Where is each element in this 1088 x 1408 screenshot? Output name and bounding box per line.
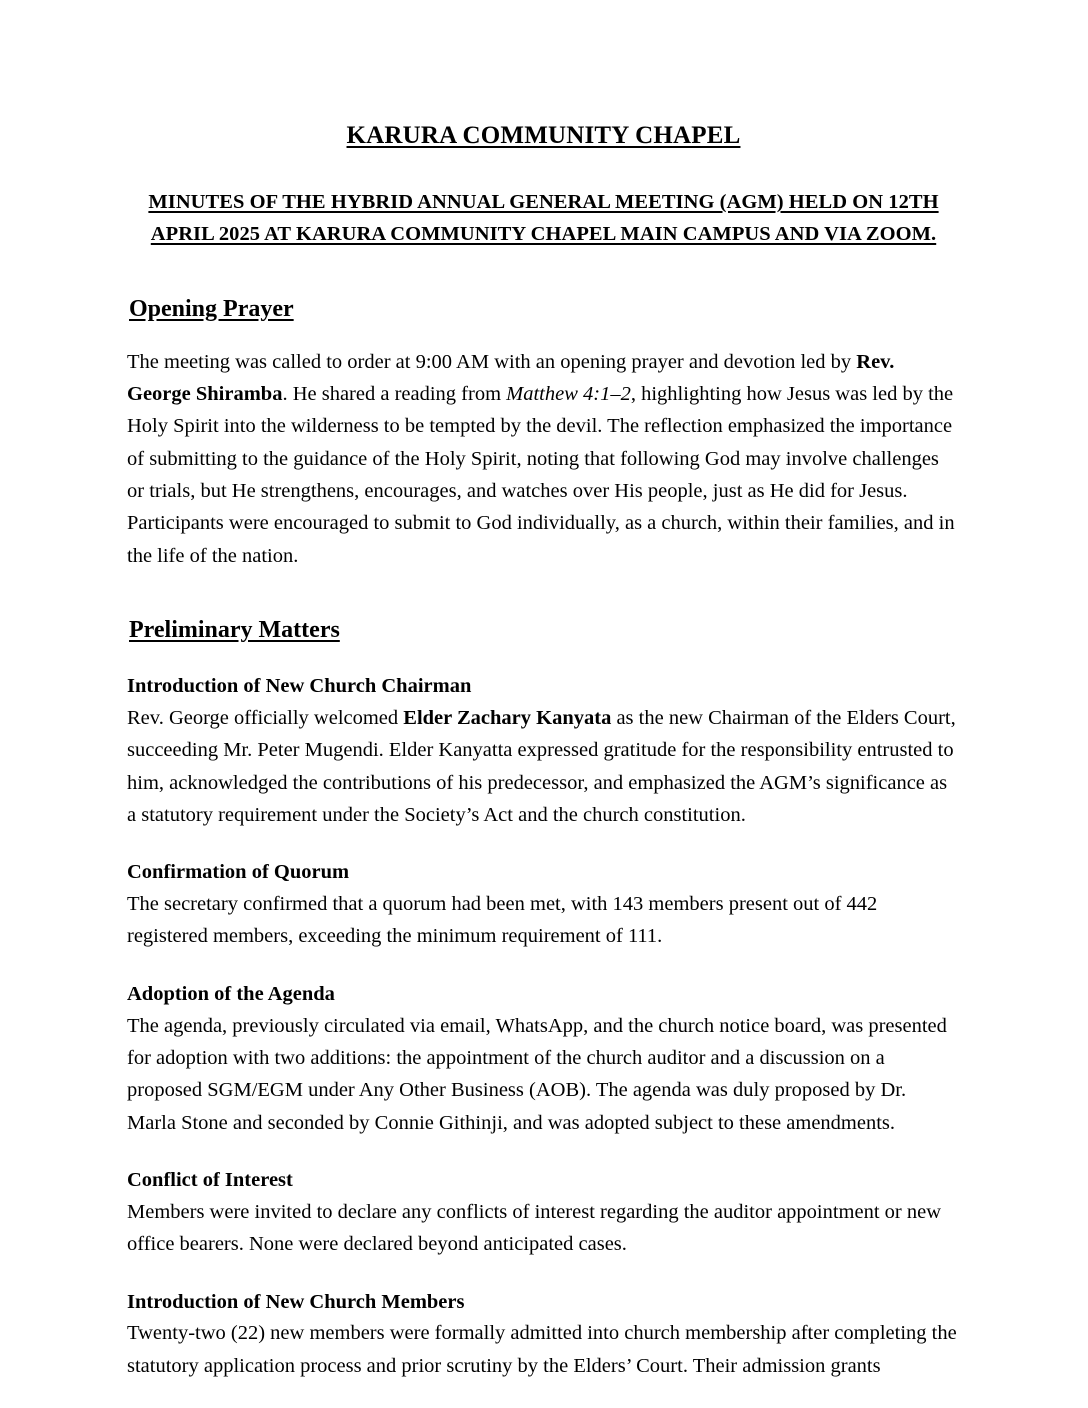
subsection-heading: Introduction of New Church Members: [127, 1290, 465, 1313]
section-heading-preliminary-matters: [129, 616, 960, 645]
subsection-text-part-1: The agenda, previously circulated via email, WhatsApp, and the church notice board, was presented for adoption with two additions: the appointment of the church auditor and a discussion on a proposed SGM/EGM under Any Other Business (AOB). The agenda was duly proposed by Dr. Marla Stone and seconded by Connie Githinji, and was adopted subject to these amendments.: [127, 1014, 947, 1134]
section-heading-opening-prayer-text: Opening Prayer: [129, 295, 294, 322]
opening-prayer-scripture-reference: Matthew 4:1–2: [506, 382, 631, 405]
subsection-paragraph: [127, 702, 960, 832]
subsection-text-part-2: as the new Chairman of the Elders Court, succeeding Mr. Peter Mugendi. Elder Kanyatta expressed gratitude for the responsibility entrusted to him, acknowledged the contributions of his predecessor, and emphasized the AGM’s significance as a statutory requirement under the Society’s Act and the church constitution.: [127, 706, 956, 826]
subsection-text-part-1: Members were invited to declare any conflicts of interest regarding the auditor appointment or new office bearers. None were declared beyond anticipated cases.: [127, 1200, 942, 1256]
subsection-text-part-1: Twenty-two (22) new members were formally admitted into church membership after completing the statutory application process and prior scrutiny by the Elders’ Court. Their admission grants: [127, 1322, 957, 1377]
section-heading-opening-prayer: [129, 295, 960, 324]
subsection-heading: Conflict of Interest: [127, 1169, 293, 1191]
subsection-bold-name: Elder Zachary Kanyata: [403, 706, 612, 729]
document-title-text: KARURA COMMUNITY CHAPEL: [346, 122, 741, 149]
subsection-paragraph: [127, 1196, 960, 1261]
opening-prayer-text-part-1: The meeting was called to order at 9:00 AM with an opening prayer and devotion led by: [127, 350, 857, 373]
subsection-introduction-of-new-church-members: [127, 1287, 960, 1383]
document-subtitle-text: MINUTES OF THE HYBRID ANNUAL GENERAL MEETING (AGM) HELD ON 12TH APRIL 2025 AT KARURA COMMUNITY CHAPEL MAIN CAMPUS AND VIA ZOOM.: [148, 191, 939, 246]
subsection-adoption-of-the-agenda: [127, 979, 960, 1139]
subsection-paragraph: [127, 1317, 960, 1382]
document-title: [127, 120, 960, 151]
subsection-text-part-1: Rev. George officially welcomed: [127, 706, 404, 729]
subsection-heading: Introduction of New Church Chairman: [127, 675, 472, 697]
subsection-paragraph: [127, 1010, 960, 1140]
subsection-conflict-of-interest: [127, 1165, 960, 1261]
document-subtitle: [144, 187, 944, 251]
subsection-text-part-1: The secretary confirmed that a quorum had been met, with 143 members present out of 442 registered members, exceeding the minimum requirement of 111.: [127, 893, 878, 948]
subsection-introduction-of-new-church-chairman: [127, 671, 960, 831]
subsection-paragraph: [127, 888, 960, 953]
subsection-confirmation-of-quorum: [127, 857, 960, 953]
opening-prayer-text-part-3: , highlighting how Jesus was led by the Holy Spirit into the wilderness to be tempted by the devil. The reflection emphasized the importance of submitting to the guidance of the Holy Spirit, noting that following God may involve challenges or trials, but He strengthens, encourages, and watches over His people, just as He did for Jesus. Participants were encouraged to submit to God individually, as a church, within their families, and in the life of the nation.: [127, 382, 955, 567]
subsection-heading: Confirmation of Quorum: [127, 861, 350, 884]
opening-prayer-paragraph: [127, 346, 960, 573]
opening-prayer-text-part-2: . He shared a reading from: [282, 382, 507, 405]
opening-prayer-bold-name: Rev. George Shiramba: [127, 350, 895, 405]
subsection-heading: Adoption of the Agenda: [127, 982, 335, 1005]
section-heading-preliminary-matters-text: Preliminary Matters: [129, 617, 340, 644]
